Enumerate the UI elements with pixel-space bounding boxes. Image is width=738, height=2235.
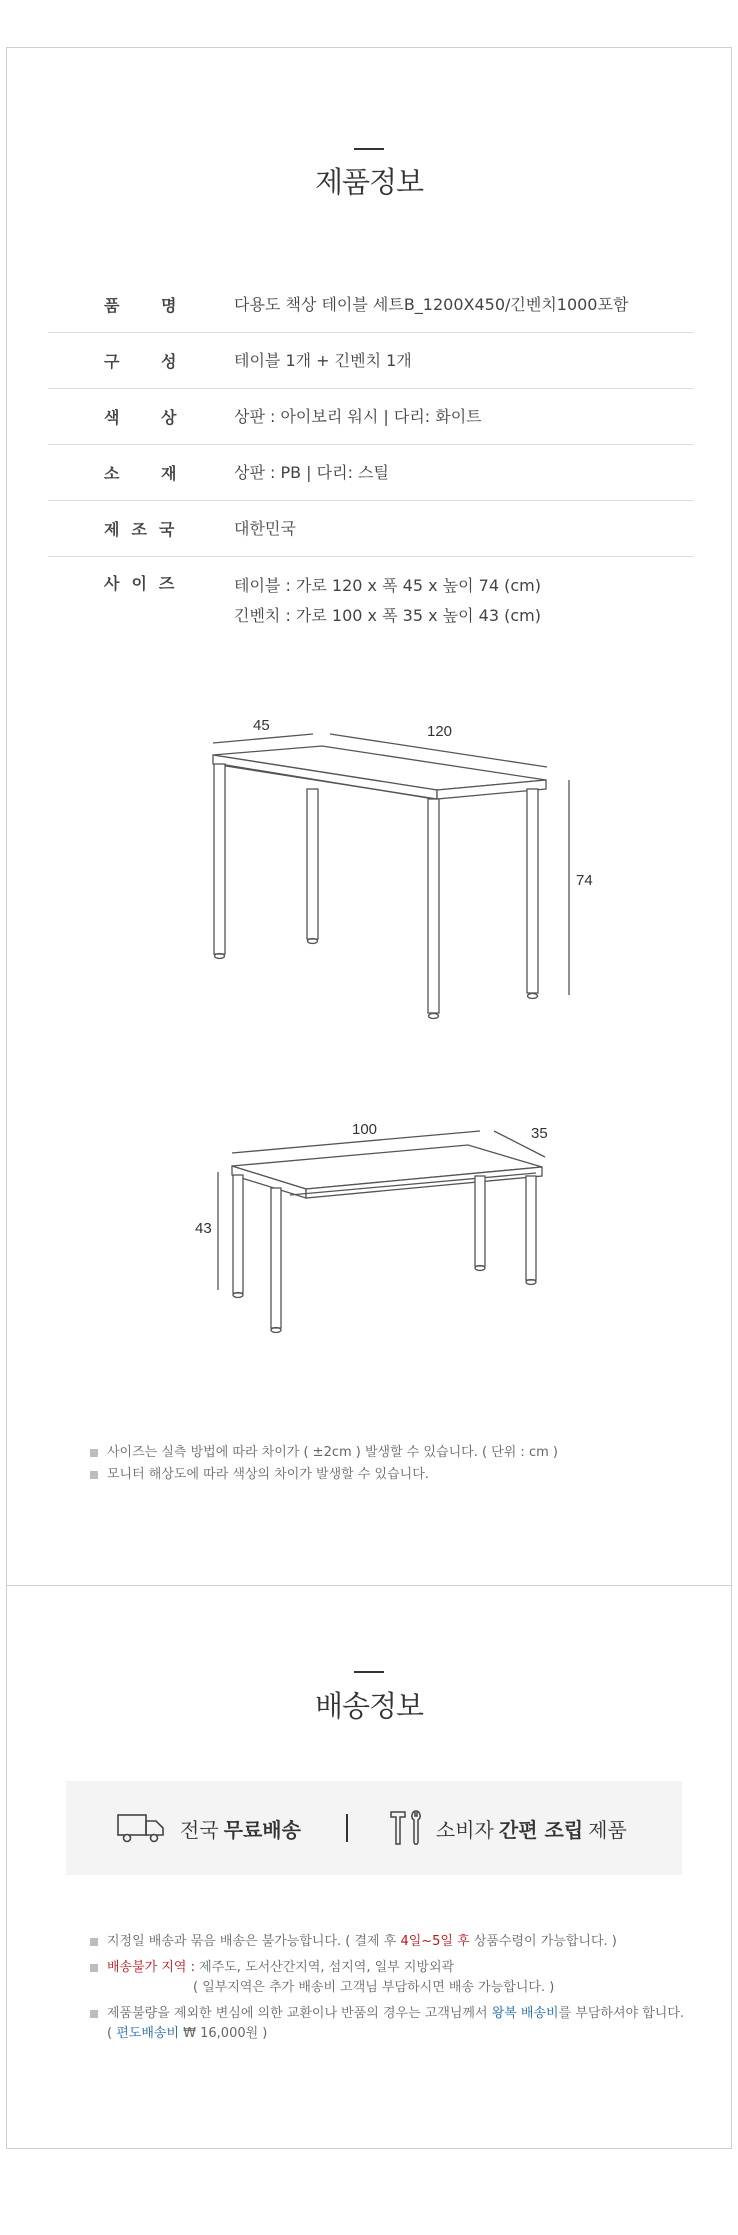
- spec-key: 소 재: [104, 464, 195, 483]
- spec-line: 대한민국: [234, 518, 296, 538]
- note-text: 모니터 해상도에 따라 색상의 차이가 발생할 수 있습니다.: [107, 1467, 429, 1482]
- free-shipping-prefix: 전국: [180, 1817, 219, 1842]
- assembly-suffix: 제품: [588, 1817, 627, 1842]
- assembly-bold: 간편 조립: [498, 1817, 584, 1842]
- spec-value: [234, 458, 694, 488]
- section-divider: [6, 1585, 732, 1586]
- spec-value: [234, 571, 694, 631]
- spec-value: [234, 290, 694, 320]
- list-item: [90, 1443, 558, 1463]
- spec-table: [48, 277, 694, 641]
- product-info-title: 제품정보: [314, 165, 424, 199]
- table-depth-label: 45: [253, 717, 270, 734]
- spec-line: 다용도 책상 테이블 세트B_1200X450/긴벤치1000포함: [234, 294, 629, 314]
- note-text: 사이즈는 실측 방법에 따라 차이가 ( ±2cm ) 발생할 수 있습니다. ( 단위 : cm ): [107, 1445, 558, 1460]
- bullet-square-icon: [90, 1938, 98, 1946]
- spec-value: [234, 402, 694, 432]
- title-accent-bar: [354, 148, 384, 150]
- list-item: [90, 1465, 558, 1485]
- bench-drawing: [218, 1131, 545, 1333]
- size-notes: [90, 1443, 558, 1487]
- dimension-diagram: [0, 680, 738, 1360]
- easy-assembly-text: [436, 1814, 627, 1843]
- bullet-square-icon: [90, 2010, 98, 2018]
- bench-height-label: 43: [195, 1220, 212, 1237]
- spec-key: 색 상: [104, 408, 195, 427]
- shipping-banner: [66, 1781, 682, 1875]
- shipping-notes: [90, 1932, 690, 2046]
- spec-line: 상판 : PB | 다리: 스틸: [234, 462, 389, 482]
- title-accent-bar: [354, 1671, 384, 1673]
- spec-row: [48, 389, 694, 445]
- note-text: 제품불량을 제외한 변심에 의한 교환이나 반품의 경우는 고객님께서 왕복 배송비를 부담하셔야 합니다. ( 편도배송비 ₩ 16,000원 ): [107, 2006, 685, 2041]
- spec-value: [234, 346, 694, 376]
- spec-value: [234, 514, 694, 544]
- table-height-label: 74: [576, 872, 593, 889]
- spec-key: 구 성: [104, 352, 195, 371]
- spec-line: 긴벤치 : 가로 100 x 폭 35 x 높이 43 (cm): [234, 606, 541, 625]
- bullet-square-icon: [90, 1964, 98, 1972]
- spec-row: [48, 333, 694, 389]
- assembly-prefix: 소비자: [435, 1817, 494, 1842]
- table-drawing: [213, 734, 569, 1019]
- spec-key: 제조국: [104, 520, 187, 539]
- table-width-label: 120: [427, 723, 453, 740]
- bullet-square-icon: [90, 1471, 98, 1479]
- spec-key: 품 명: [104, 296, 195, 315]
- free-shipping-bold: 무료배송: [223, 1817, 301, 1842]
- list-item: [90, 2004, 690, 2044]
- tools-icon: [388, 1808, 424, 1848]
- spec-row: [48, 445, 694, 501]
- spec-line: 상판 : 아이보리 워시 | 다리: 화이트: [234, 406, 482, 426]
- spec-line: 테이블 : 가로 120 x 폭 45 x 높이 74 (cm): [234, 576, 541, 595]
- note-text: 지정일 배송과 묶음 배송은 불가능합니다. ( 결제 후 4일~5일 후 상품수령이 가능합니다. ): [107, 1934, 617, 1949]
- bench-width-label: 100: [352, 1121, 378, 1138]
- banner-separator: [346, 1814, 348, 1842]
- bench-depth-label: 35: [531, 1125, 548, 1142]
- spec-key: 사이즈: [104, 574, 187, 593]
- shipping-info-title: 배송정보: [314, 1689, 424, 1723]
- bullet-square-icon: [90, 1449, 98, 1457]
- truck-icon: [116, 1812, 166, 1844]
- spec-row: [48, 501, 694, 557]
- spec-row: [48, 557, 694, 641]
- easy-assembly-item: [388, 1808, 627, 1848]
- free-shipping-item: [116, 1812, 306, 1844]
- note-text: 배송불가 지역 : 제주도, 도서산간지역, 섬지역, 일부 지방외곽 ( 일부지역은 추가 배송비 고객님 부담하시면 배송 가능합니다. ): [107, 1960, 555, 1995]
- spec-line: 테이블 1개 + 긴벤치 1개: [234, 350, 412, 370]
- spec-row: [48, 277, 694, 333]
- list-item: [90, 1932, 690, 1952]
- list-item: [90, 1958, 690, 1998]
- free-shipping-text: [180, 1814, 306, 1843]
